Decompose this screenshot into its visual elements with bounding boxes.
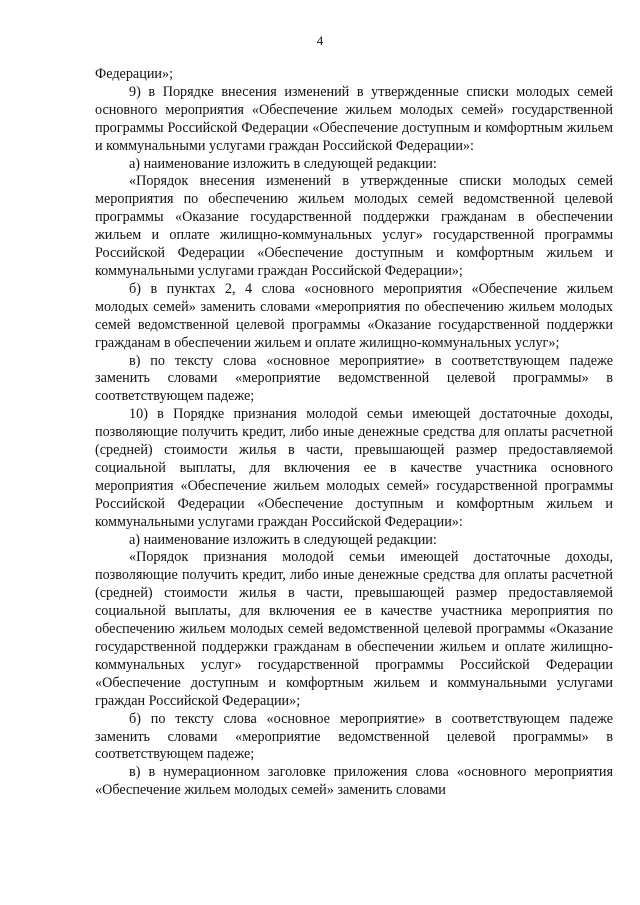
paragraph-item-9a-text: «Порядок внесения изменений в утвержденные списки молодых семей мероприятия по обеспечению жильем молодых семей ведомственной целевой программы «Оказание государственной поддержки гражданам в обеспечении жильем и оплате жилищно-коммунальных услуг» государственной программы Российской Федерации «Обеспечение доступным и комфортным жильем и коммунальными услугами граждан Российской Федерации»; [95, 173, 613, 279]
paragraph-item-10a: а) наименование изложить в следующей редакции: [129, 531, 437, 548]
paragraph-item-10v: в) в нумерационном заголовке приложения слова «основного мероприятия «Обеспечение жильем молодых семей» заменить словами [95, 764, 613, 799]
paragraph-item-10a-text: «Порядок признания молодой семьи имеющей достаточные доходы, позволяющие получить кредит, либо иные денежные средства для оплаты расчетной (средней) стоимости жилья в части, превышающей размер предоставляемой социальной выплаты, для включения ее в качестве участника мероприятия по обеспечению жильем молодых семей ведомственной целевой программы «Оказание государственной поддержки гражданам в обеспечении жильем и оплате жилищно-коммунальных услуг» государственной программы Российской Федерации «Обеспечение доступным и комфортным жильем и коммунальными услугами граждан Российской Федерации»; [95, 549, 613, 709]
paragraph-item-10b: б) по тексту слова «основное мероприятие» в соответствующем падеже заменить словами «мероприятие ведомственной целевой программы» в соответствующем падеже; [95, 710, 613, 763]
paragraph-continuation: Федерации»; [95, 66, 174, 82]
page-number: 4 [316, 33, 324, 48]
document-body [95, 66, 613, 800]
paragraph-item-9b: б) в пунктах 2, 4 слова «основного мероприятия «Обеспечение жильем молодых семей» заменить словами «мероприятия по обеспечению жильем молодых семей ведомственной целевой программы «Оказание государственной поддержки гражданам в обеспечении жильем и оплате жилищно-коммунальных услуг»; [95, 280, 613, 351]
paragraph-item-9v: в) по тексту слова «основное мероприятие» в соответствующем падеже заменить словами «мероприятие ведомственной целевой программы» в соответствующем падеже; [95, 352, 613, 405]
paragraph-item-9: 9) в Порядке внесения изменений в утвержденные списки молодых семей основного мероприятия «Обеспечение жильем молодых семей» государственной программы Российской Федерации «Обеспечение доступным и комфортным жильем и коммунальными услугами граждан Российской Федерации»: [95, 83, 613, 154]
paragraph-item-10: 10) в Порядке признания молодой семьи имеющей достаточные доходы, позволяющие получить кредит, либо иные денежные средства для оплаты расчетной (средней) стоимости жилья в части, превышающей размер предоставляемой социальной выплаты, для включения ее в качестве участника основного мероприятия «Обеспечение жильем молодых семей» государственной программы Российской Федерации «Обеспечение доступным и комфортным жильем и коммунальными услугами граждан Российской Федерации»: [95, 406, 613, 530]
paragraph-item-9a: а) наименование изложить в следующей редакции: [129, 155, 437, 172]
